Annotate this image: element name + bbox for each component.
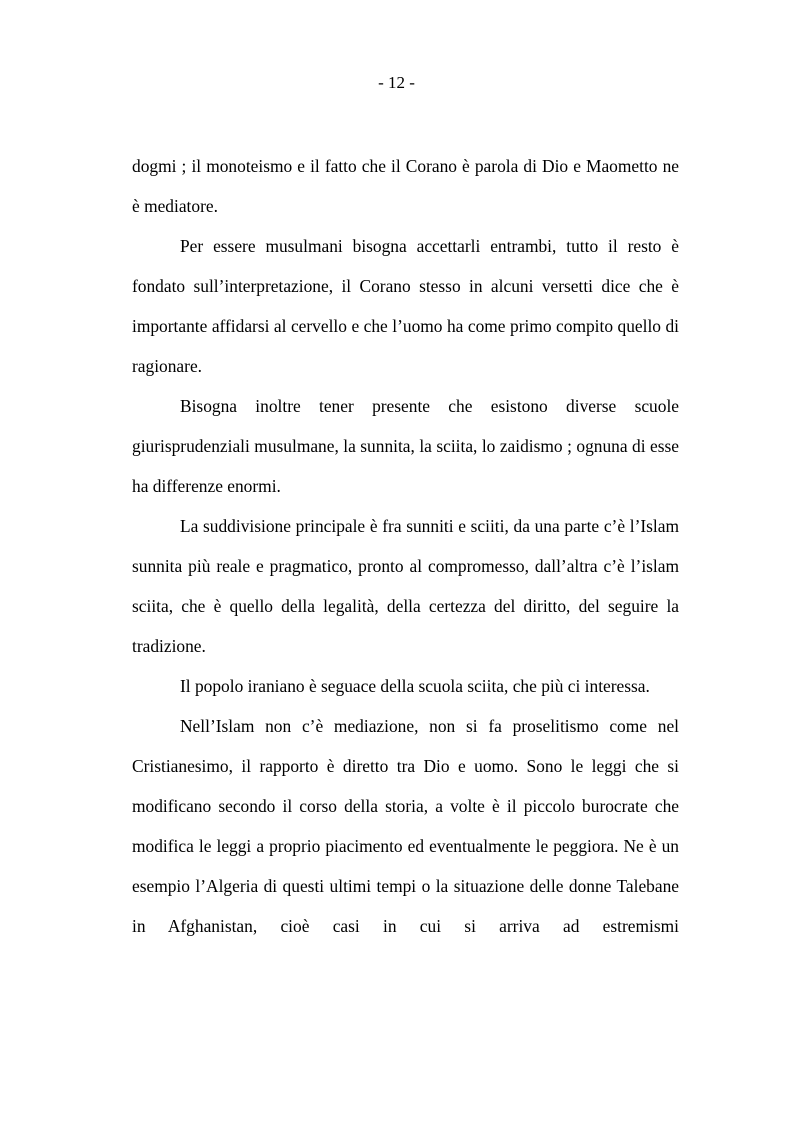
paragraph-5: Il popolo iraniano è seguace della scuola sciita, che più ci interessa. [180, 676, 650, 696]
paragraph-6: Nell’Islam non c’è mediazione, non si fa proselitismo come nel Cristianesimo, il rapporto è diretto tra Dio e uomo. Sono le leggi che si modificano secondo il corso della storia, a volte è il piccolo burocrate che modifica le leggi a proprio piacimento ed eventualmente le peggiora. Ne è un esempio l’Algeria di questi ultimi tempi o la situazione delle donne Talebane in Afghanistan, cioè casi in cui si arriva ad estremismi [132, 716, 679, 936]
paragraph-1: dogmi ; il monoteismo e il fatto che il Corano è parola di Dio e Maometto ne è mediatore. [132, 156, 679, 216]
paragraph-2: Per essere musulmani bisogna accettarli entrambi, tutto il resto è fondato sull’interpretazione, il Corano stesso in alcuni versetti dice che è importante affidarsi al cervello e che l’uomo ha come primo compito quello di ragionare. [132, 236, 679, 376]
paragraph-3: Bisogna inoltre tener presente che esistono diverse scuole giurisprudenziali musulmane, la sunnita, la sciita, lo zaidismo ; ognuna di esse ha differenze enormi. [132, 396, 679, 496]
document-body [132, 146, 679, 946]
paragraph-4: La suddivisione principale è fra sunniti e sciiti, da una parte c’è l’Islam sunnita più reale e pragmatico, pronto al compromesso, dall’altra c’è l’islam sciita, che è quello della legalità, della certezza del diritto, del seguire la tradizione. [132, 516, 679, 656]
page-number: - 12 - [378, 73, 415, 92]
